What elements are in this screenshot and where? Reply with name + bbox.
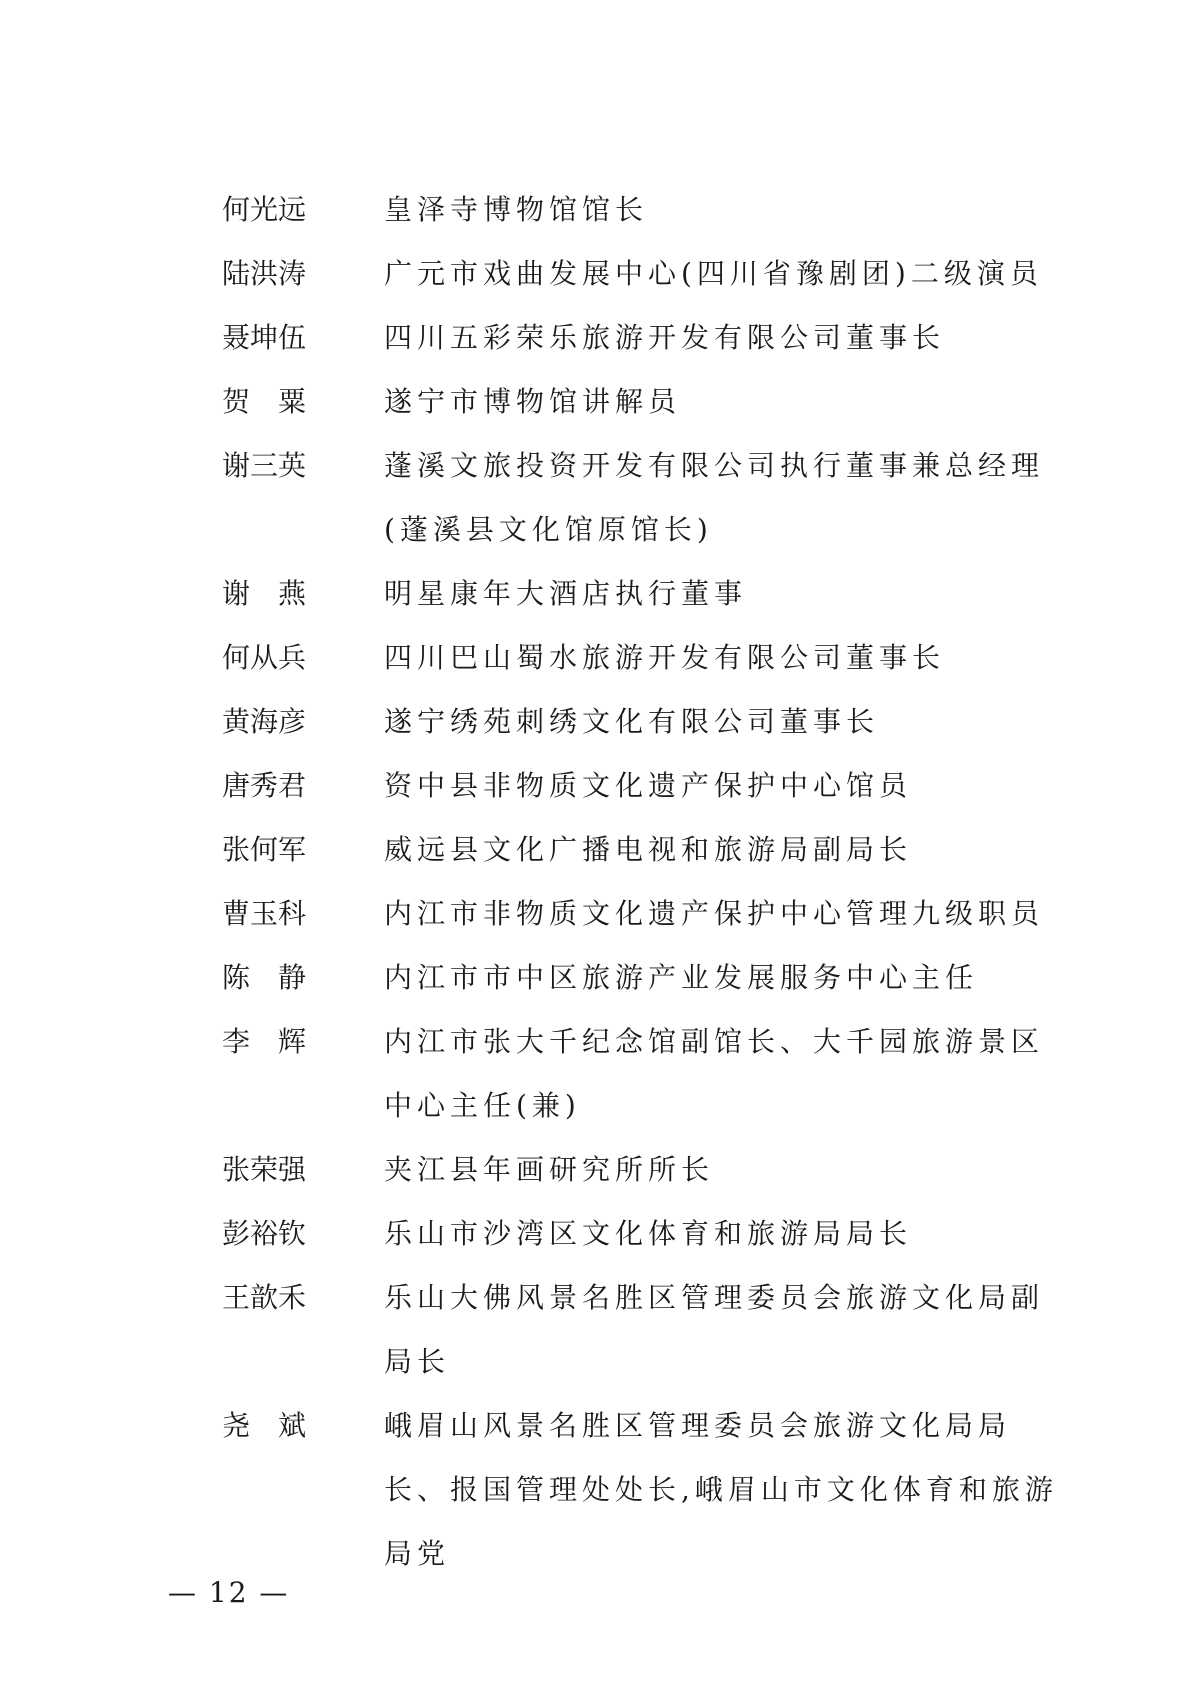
person-role: 明星康年大酒店执行董事	[384, 577, 748, 610]
person-name: 黄海彦	[222, 705, 307, 738]
person-role: 皇泽寺博物馆馆长	[384, 193, 649, 226]
roster-entry	[222, 626, 1062, 690]
roster-entry	[222, 1266, 1062, 1394]
person-role: 广元市戏曲发展中心(四川省豫剧团)二级演员	[384, 257, 1043, 290]
person-role: 遂宁绣苑刺绣文化有限公司董事长	[384, 705, 880, 738]
roster-entry	[222, 946, 1062, 1010]
person-name: 彭裕钦	[222, 1217, 307, 1250]
roster-entry	[222, 1010, 1062, 1138]
person-name: 王歆禾	[222, 1281, 307, 1314]
person-role: 蓬溪文旅投资开发有限公司执行董事兼总经理(蓬溪县文化馆原馆长)	[384, 449, 1045, 546]
person-role: 内江市非物质文化遗产保护中心管理九级职员	[384, 897, 1045, 930]
person-name: 何从兵	[222, 641, 307, 674]
person-name: 尧 斌	[222, 1409, 307, 1442]
roster-entry	[222, 882, 1062, 946]
roster-entry	[222, 1202, 1062, 1266]
roster-entry	[222, 754, 1062, 818]
roster-entry	[222, 818, 1062, 882]
person-name: 张荣强	[222, 1153, 307, 1186]
person-name: 陈 静	[222, 961, 307, 994]
person-role: 遂宁市博物馆讲解员	[384, 385, 682, 418]
person-name: 贺 粟	[222, 385, 307, 418]
roster-entry	[222, 242, 1062, 306]
page-number: — 12 —	[168, 1576, 290, 1609]
person-role: 内江市张大千纪念馆副馆长、大千园旅游景区中心主任(兼)	[384, 1025, 1045, 1122]
roster-entry	[222, 562, 1062, 626]
roster-entry	[222, 370, 1062, 434]
person-name: 李 辉	[222, 1025, 307, 1058]
person-name: 谢 燕	[222, 577, 307, 610]
roster-entry	[222, 1138, 1062, 1202]
person-name: 谢三英	[222, 449, 307, 482]
person-name: 陆洪涛	[222, 257, 307, 290]
roster-entry	[222, 434, 1062, 562]
person-role: 四川五彩荣乐旅游开发有限公司董事长	[384, 321, 946, 354]
person-name: 聂坤伍	[222, 321, 307, 354]
person-role: 乐山市沙湾区文化体育和旅游局局长	[384, 1217, 913, 1250]
person-role: 资中县非物质文化遗产保护中心馆员	[384, 769, 913, 802]
person-role: 峨眉山风景名胜区管理委员会旅游文化局局长、报国管理处处长,峨眉山市文化体育和旅游局党	[384, 1409, 1058, 1570]
person-role: 威远县文化广播电视和旅游局副局长	[384, 833, 913, 866]
personnel-roster	[222, 178, 1062, 1586]
person-name: 曹玉科	[222, 897, 307, 930]
person-role: 内江市市中区旅游产业发展服务中心主任	[384, 961, 979, 994]
person-role: 夹江县年画研究所所长	[384, 1153, 715, 1186]
person-role: 四川巴山蜀水旅游开发有限公司董事长	[384, 641, 946, 674]
person-name: 何光远	[222, 193, 307, 226]
person-name: 唐秀君	[222, 769, 307, 802]
roster-entry	[222, 1394, 1062, 1586]
roster-entry	[222, 306, 1062, 370]
person-role: 乐山大佛风景名胜区管理委员会旅游文化局副局长	[384, 1281, 1045, 1378]
roster-entry	[222, 178, 1062, 242]
person-name: 张何军	[222, 833, 307, 866]
roster-entry	[222, 690, 1062, 754]
